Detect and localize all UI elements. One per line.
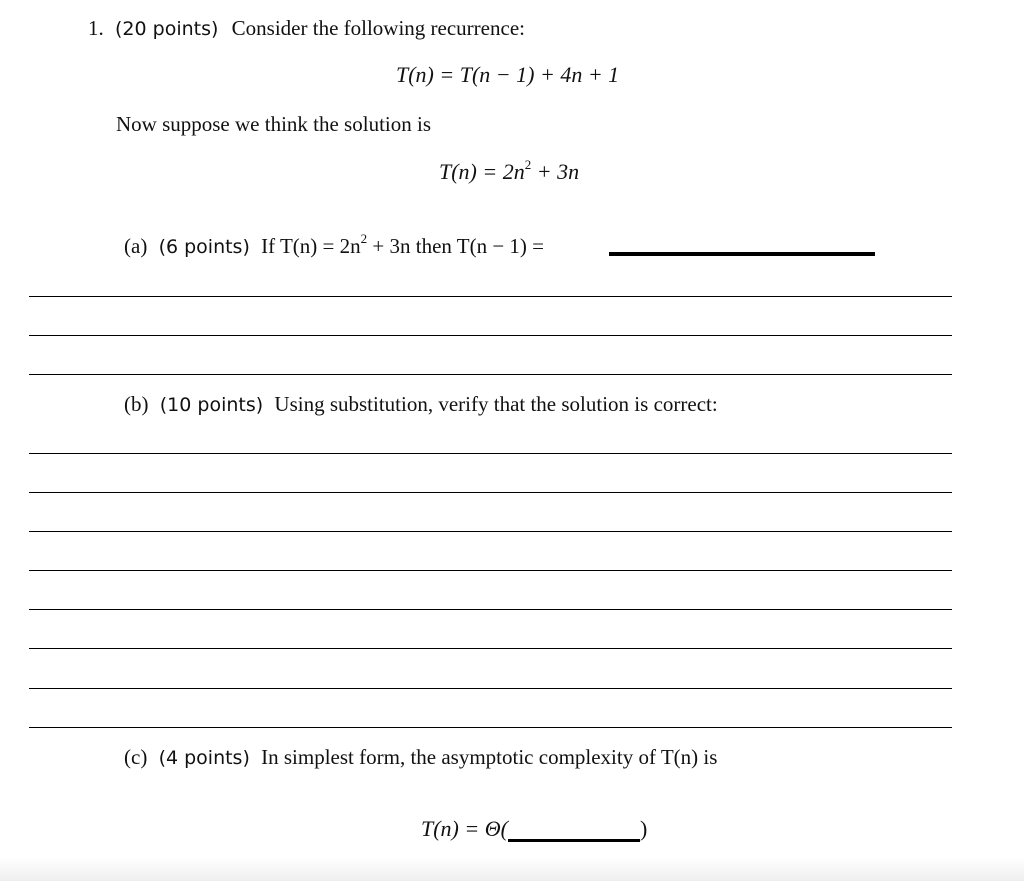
part-c-points: (4 points) (158, 747, 250, 769)
recurrence-text: T(n) = T(n − 1) + 4n + 1 (396, 62, 620, 87)
recurrence-equation (396, 61, 619, 89)
question-number: 1. (88, 16, 104, 40)
part-b (124, 391, 718, 418)
answer-line[interactable] (29, 570, 952, 571)
part-c-answer-post: ) (639, 816, 648, 841)
part-b-points: (10 points) (159, 394, 264, 416)
suppose-text: Now suppose we think the solution is (116, 112, 431, 136)
answer-line[interactable] (29, 296, 952, 297)
part-a-answer-blank[interactable] (609, 252, 875, 256)
part-c-label: (c) (124, 745, 148, 769)
solution-equation (439, 158, 579, 186)
part-a-points: (6 points) (158, 236, 250, 258)
answer-line[interactable] (29, 727, 952, 728)
solution-exponent: 2 (524, 157, 532, 172)
answer-line[interactable] (29, 492, 952, 493)
answer-line[interactable] (29, 453, 952, 454)
part-c-text: In simplest form, the asymptotic complexity of T(n) is (261, 745, 718, 769)
solution-pre: T(n) = 2n (439, 159, 525, 184)
part-a-label: (a) (124, 234, 148, 258)
question-header (88, 15, 525, 42)
part-c-answer-pre: T(n) = Θ( (421, 816, 508, 841)
answer-line[interactable] (29, 688, 952, 689)
part-a-exponent: 2 (360, 231, 368, 246)
part-a-text-post: + 3n then T(n − 1) = (367, 234, 545, 258)
answer-line[interactable] (29, 648, 952, 649)
answer-line[interactable] (29, 374, 952, 375)
answer-line[interactable] (29, 531, 952, 532)
part-c-answer-blank[interactable] (508, 839, 640, 842)
part-c (124, 744, 717, 771)
bottom-fade (0, 858, 1024, 881)
answer-line[interactable] (29, 609, 952, 610)
part-c-answer (421, 815, 647, 843)
solution-post: + 3n (531, 159, 580, 184)
answer-line[interactable] (29, 335, 952, 336)
part-a-text-pre: If T(n) = 2n (261, 234, 361, 258)
question-prompt: Consider the following recurrence: (231, 16, 525, 40)
part-a (124, 233, 544, 260)
part-b-label: (b) (124, 392, 149, 416)
question-points: (20 points) (115, 18, 219, 40)
part-a-text (261, 231, 545, 258)
part-b-text: Using substitution, verify that the solution is correct: (274, 392, 718, 416)
